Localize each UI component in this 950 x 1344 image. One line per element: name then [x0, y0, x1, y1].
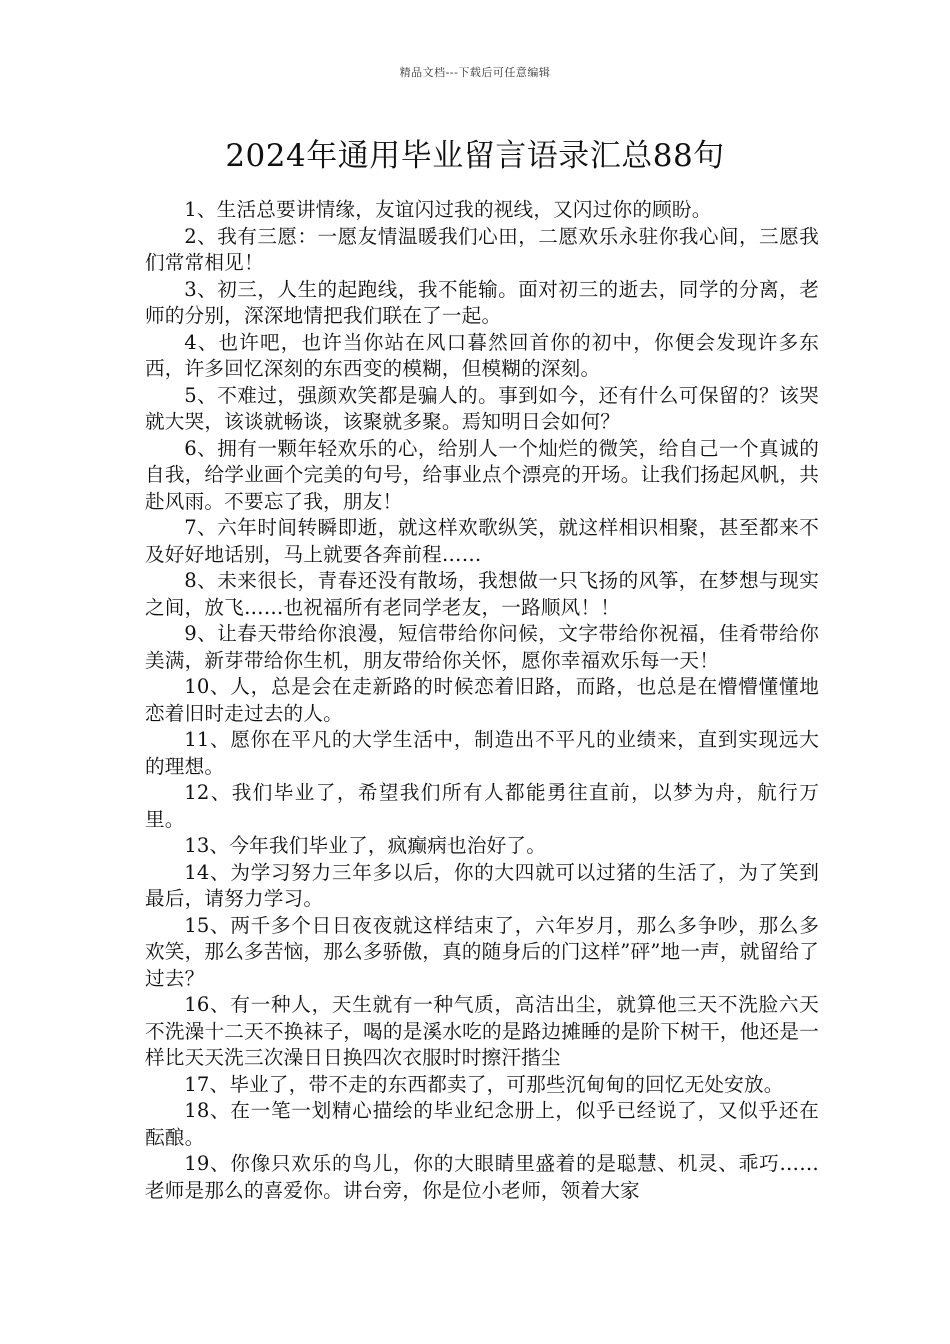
document-body	[145, 197, 819, 1204]
paragraph-9: 9、让春天带给你浪漫，短信带给你问候，文字带给你祝福，佳肴带给你美满，新芽带给你生机，朋友带给你关怀，愿你幸福欢乐每一天！	[145, 622, 819, 672]
paragraph-15: 15、两千多个日日夜夜就这样结束了，六年岁月，那么多争吵，那么多欢笑，那么多苦恼，那么多骄傲，真的随身后的门这样”砰”地一声，就留给了过去？	[145, 913, 819, 990]
paragraph-4: 4、也许吧，也许当你站在风口暮然回首你的初中，你便会发现许多东西，许多回忆深刻的东西变的模糊，但模糊的深刻。	[145, 330, 819, 380]
paragraph-18: 18、在一笔一划精心描绘的毕业纪念册上，似乎已经说了，又似乎还在酝酿。	[145, 1099, 819, 1149]
paragraph-8: 8、未来很长，青春还没有散场，我想做一只飞扬的风筝，在梦想与现实之间，放飞……也祝福所有老同学老友，一路顺风！！	[145, 569, 819, 619]
header-note: 精品文档---下载后可任意编辑	[399, 66, 551, 79]
document-title: 2024年通用毕业留言语录汇总88句	[225, 138, 725, 174]
paragraph-13: 13、今年我们毕业了，疯癫病也治好了。	[184, 834, 547, 857]
paragraph-12: 12、我们毕业了，希望我们所有人都能勇往直前，以梦为舟，航行万里。	[145, 781, 819, 831]
paragraph-11: 11、愿你在平凡的大学生活中，制造出不平凡的业绩来，直到实现远大的理想。	[145, 728, 819, 778]
paragraph-1: 1、生活总要讲情缘，友谊闪过我的视线，又闪过你的顾盼。	[184, 198, 712, 221]
paragraph-17: 17、毕业了，带不走的东西都卖了，可那些沉甸甸的回忆无处安放。	[184, 1072, 784, 1096]
paragraph-10: 10、人，总是会在走新路的时候恋着旧路，而路，也总是在懵懵懂懂地恋着旧时走过去的人。	[145, 675, 819, 725]
paragraph-14: 14、为学习努力三年多以后，你的大四就可以过猪的生活了，为了笑到最后，请努力学习。	[145, 860, 819, 910]
paragraph-5: 5、不难过，强颜欢笑都是骗人的。事到如今，还有什么可保留的？该哭就大哭，该谈就畅谈，该聚就多聚。焉知明日会如何？	[145, 383, 819, 433]
paragraph-3: 3、初三，人生的起跑线，我不能输。面对初三的逝去，同学的分离，老师的分别，深深地情把我们联在了一起。	[145, 277, 819, 327]
paragraph-6: 6、拥有一颗年轻欢乐的心，给别人一个灿烂的微笑，给自己一个真诚的自我，给学业画个完美的句号，给事业点个漂亮的开场。让我们扬起风帆，共赴风雨。不要忘了我，朋友！	[145, 436, 819, 513]
paragraph-7: 7、六年时间转瞬即逝，就这样欢歌纵笑，就这样相识相聚，甚至都来不及好好地话别，马上就要各奔前程……	[145, 516, 819, 566]
paragraph-16: 16、有一种人，天生就有一种气质，高洁出尘，就算他三天不洗脸六天不洗澡十二天不换袜子，喝的是溪水吃的是路边摊睡的是阶下树干，他还是一样比天天洗三次澡日日换四次衣服时时擦汗揩尘	[145, 993, 819, 1069]
paragraph-19: 19、你像只欢乐的鸟儿，你的大眼睛里盛着的是聪慧、机灵、乖巧……老师是那么的喜爱你。讲台旁，你是位小老师，领着大家	[145, 1152, 819, 1202]
paragraph-2: 2、我有三愿：一愿友情温暖我们心田，二愿欢乐永驻你我心间，三愿我们常常相见！	[145, 224, 819, 274]
